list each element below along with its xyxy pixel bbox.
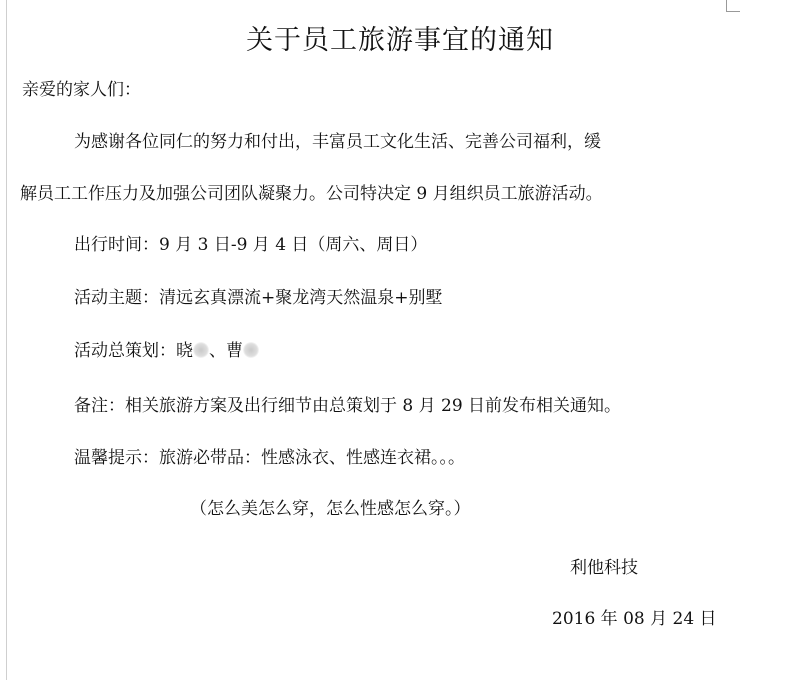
dress-quote: （怎么美怎么穿，怎么性感怎么穿。） — [190, 499, 471, 519]
activity-theme: 活动主题：清远玄真漂流+聚龙湾天然温泉+别墅 — [74, 288, 443, 308]
planner-name-1: 晓 — [176, 341, 193, 361]
margin-corner-mark — [726, 0, 740, 12]
body-line-2: 解员工工作压力及加强公司团队凝聚力。公司特决定 9 月组织员工旅游活动。 — [20, 184, 603, 204]
blurred-name-icon — [193, 342, 209, 358]
warm-tip: 温馨提示：旅游必带品：性感泳衣、性感连衣裙。。。 — [74, 448, 465, 468]
blurred-name-icon — [243, 342, 259, 358]
remark: 备注：相关旅游方案及出行细节由总策划于 8 月 29 日前发布相关通知。 — [74, 396, 622, 416]
travel-time: 出行时间：9 月 3 日-9 月 4 日（周六、周日） — [74, 235, 428, 255]
planner-name-2: 曹 — [226, 341, 243, 361]
notice-title: 关于员工旅游事宜的通知 — [246, 25, 554, 56]
notice-date: 2016 年 08 月 24 日 — [552, 609, 717, 629]
activity-planner — [74, 340, 259, 362]
planner-label: 活动总策划： — [74, 341, 176, 361]
body-line-1: 为感谢各位同仁的努力和付出，丰富员工文化生活、完善公司福利，缓 — [74, 132, 601, 152]
company-signature: 利他科技 — [570, 558, 638, 578]
planner-separator: 、 — [209, 341, 226, 361]
page-border-line — [6, 0, 7, 680]
greeting: 亲爱的家人们： — [22, 80, 141, 100]
